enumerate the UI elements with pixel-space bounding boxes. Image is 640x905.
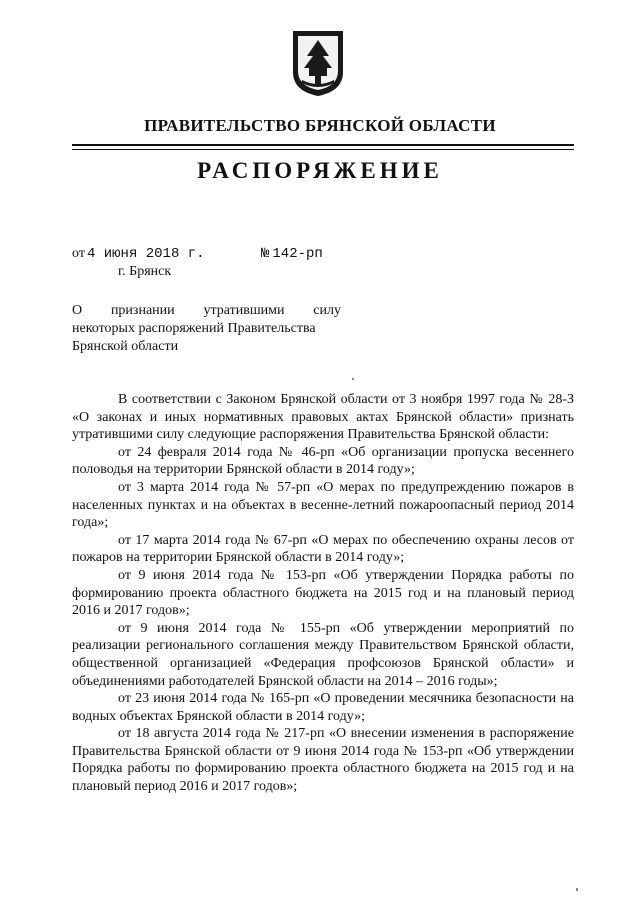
date-line xyxy=(72,246,205,262)
subject-word: утратившими xyxy=(203,303,285,318)
document-body xyxy=(72,391,574,796)
subject-line-3: Брянской области xyxy=(72,339,179,354)
body-paragraph: от 3 марта 2014 года № 57-рп «О мерах по предупреждению пожаров в населенных пунктах и на объектах в весенне-летний пожароопасный период 2014 года»; xyxy=(72,479,574,531)
document-subject xyxy=(72,302,341,356)
date-prefix: от xyxy=(72,246,85,261)
header-rule-thick xyxy=(72,144,574,146)
body-paragraph: от 18 августа 2014 года № 217-рп «О внесении изменения в распоряжение Правительства Брянской области от 9 июня 2014 года № 153-рп «Об утверждении Порядка работы по формированию проекта областного бюджета на 2015 год и на плановый период 2016 и 2017 годов»; xyxy=(72,726,574,795)
scan-speck xyxy=(576,888,578,891)
scan-speck xyxy=(352,378,354,380)
subject-line-1 xyxy=(72,302,341,320)
header-rule-thin xyxy=(72,149,574,150)
body-paragraph: от 17 марта 2014 года № 67-рп «О мерах по обеспечению охраны лесов от пожаров на территории Брянской области в 2014 году»; xyxy=(72,532,574,566)
government-title: ПРАВИТЕЛЬСТВО БРЯНСКОЙ ОБЛАСТИ xyxy=(144,116,496,135)
coat-of-arms-icon xyxy=(289,28,347,98)
body-paragraph: от 9 июня 2014 года № 155-рп «Об утверждении мероприятий по реализации регионального соглашения между Правительством Брянской области, общественной организацией «Федерация профсоюзов Брянской области» и объединениями работодателей Брянской области на 2014 – 2016 годы»; xyxy=(72,620,574,689)
city: г. Брянск xyxy=(118,264,172,279)
subject-word: силу xyxy=(313,303,341,318)
subject-word: О xyxy=(72,303,83,318)
body-paragraph: В соответствии с Законом Брянской области от 3 ноября 1997 года № 28-З «О законах и иных нормативных правовых актах Брянской области» признать утратившими силу следующие распоряжения Правительства Брянской области: xyxy=(72,392,574,443)
subject-line-2: некоторых распоряжений Правительства xyxy=(72,321,316,336)
document-date: 4 июня 2018 г. xyxy=(86,246,205,262)
body-paragraph: от 9 июня 2014 года № 153-рп «Об утверждении Порядка работы по формированию проекта областного бюджета на 2015 год и на плановый период 2016 и 2017 годов»; xyxy=(72,567,574,619)
body-paragraph: от 23 июня 2014 года № 165-рп «О проведении месячника безопасности на водных объектах Брянской области в 2014 году»; xyxy=(72,691,574,724)
body-paragraph: от 24 февраля 2014 года № 46-рп «Об организации пропуска весеннего половодья на территории Брянской области в 2014 году»; xyxy=(72,444,574,478)
number-line xyxy=(261,246,323,262)
document-number: 142-рп xyxy=(272,246,323,262)
coat-of-arms-svg xyxy=(289,28,347,98)
number-prefix: № xyxy=(261,246,270,262)
subject-word: признании xyxy=(110,303,175,318)
document-type-title: РАСПОРЯЖЕНИЕ xyxy=(197,158,443,183)
